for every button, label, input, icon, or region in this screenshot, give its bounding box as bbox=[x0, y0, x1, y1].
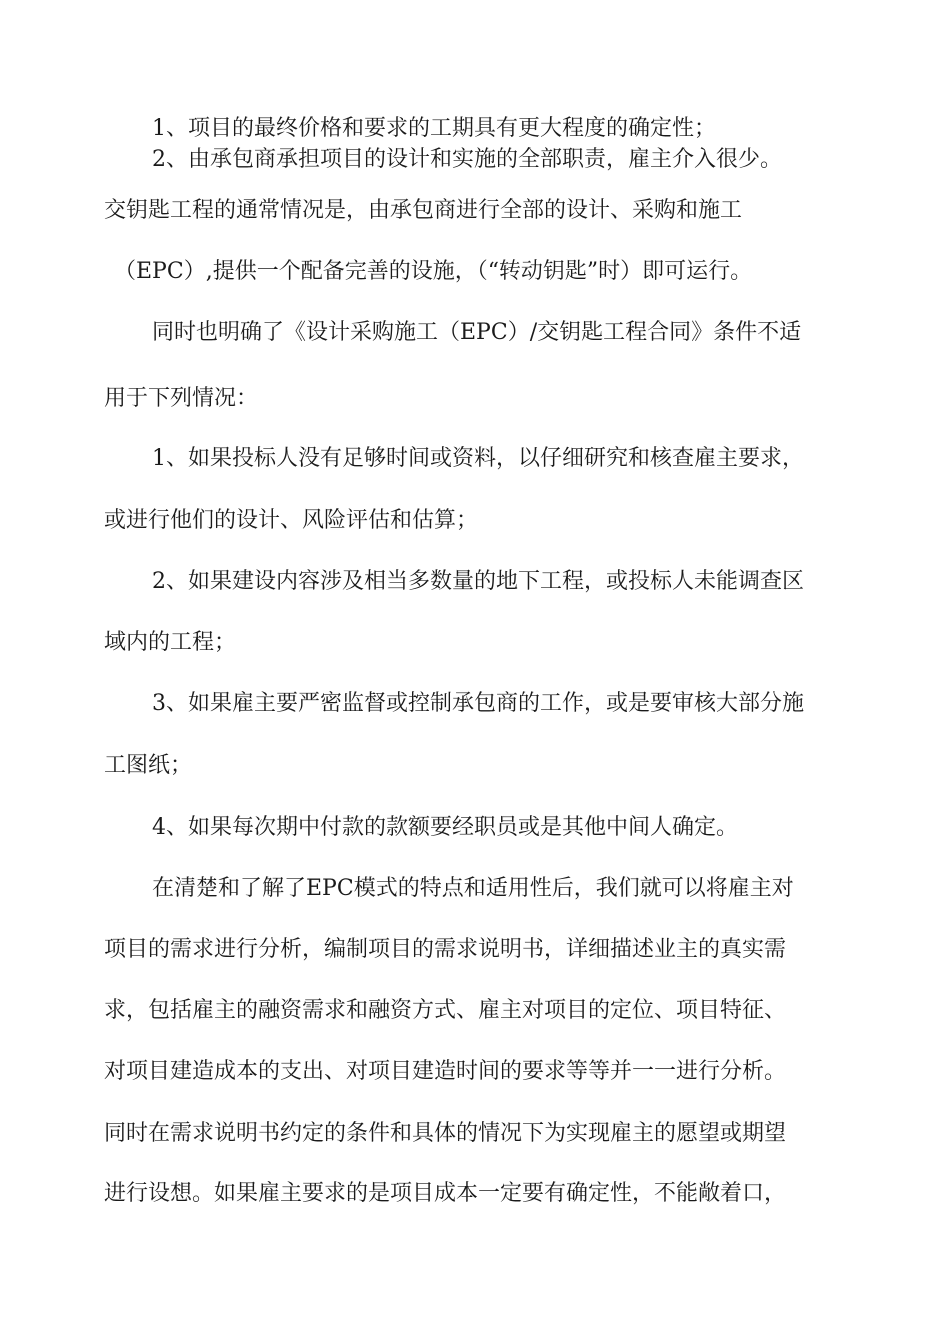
text-line: 同时也明确了《设计采购施工（EPC）/交钥匙工程合同》条件不适 bbox=[152, 320, 802, 345]
text-line: 工图纸； bbox=[104, 753, 193, 778]
text-line: 交钥匙工程的通常情况是，由承包商进行全部的设计、采购和施工 bbox=[104, 198, 743, 223]
text-line: 4、如果每次期中付款的款额要经职员或是其他中间人确定。 bbox=[152, 815, 738, 840]
text-line: 用于下列情况： bbox=[104, 386, 259, 411]
text-line: 项目的需求进行分析，编制项目的需求说明书，详细描述业主的真实需 bbox=[104, 937, 787, 962]
text-line: 1、项目的最终价格和要求的工期具有更大程度的确定性； bbox=[152, 116, 716, 141]
text-line: 3、如果雇主要严密监督或控制承包商的工作，或是要审核大部分施 bbox=[152, 691, 804, 716]
text-line: 或进行他们的设计、风险评估和估算； bbox=[104, 508, 479, 533]
text-line: 域内的工程； bbox=[104, 630, 237, 655]
text-line: 1、如果投标人没有足够时间或资料，以仔细研究和核查雇主要求， bbox=[152, 446, 804, 471]
text-line: 进行设想。如果雇主要求的是项目成本一定要有确定性，不能敞着口， bbox=[104, 1181, 787, 1206]
text-line: 在清楚和了解了EPC模式的特点和适用性后，我们就可以将雇主对 bbox=[152, 876, 794, 901]
text-line: 2、由承包商承担项目的设计和实施的全部职责，雇主介入很少。 bbox=[152, 147, 782, 172]
text-line: （EPC）,提供一个配备完善的设施，（“转动钥匙”时）即可运行。 bbox=[114, 259, 753, 284]
text-line: 同时在需求说明书约定的条件和具体的情况下为实现雇主的愿望或期望 bbox=[104, 1121, 787, 1146]
text-line: 求，包括雇主的融资需求和融资方式、雇主对项目的定位、项目特征、 bbox=[104, 998, 787, 1023]
text-line: 2、如果建设内容涉及相当多数量的地下工程，或投标人未能调查区 bbox=[152, 569, 804, 594]
text-line: 对项目建造成本的支出、对项目建造时间的要求等等并一一进行分析。 bbox=[104, 1059, 787, 1084]
